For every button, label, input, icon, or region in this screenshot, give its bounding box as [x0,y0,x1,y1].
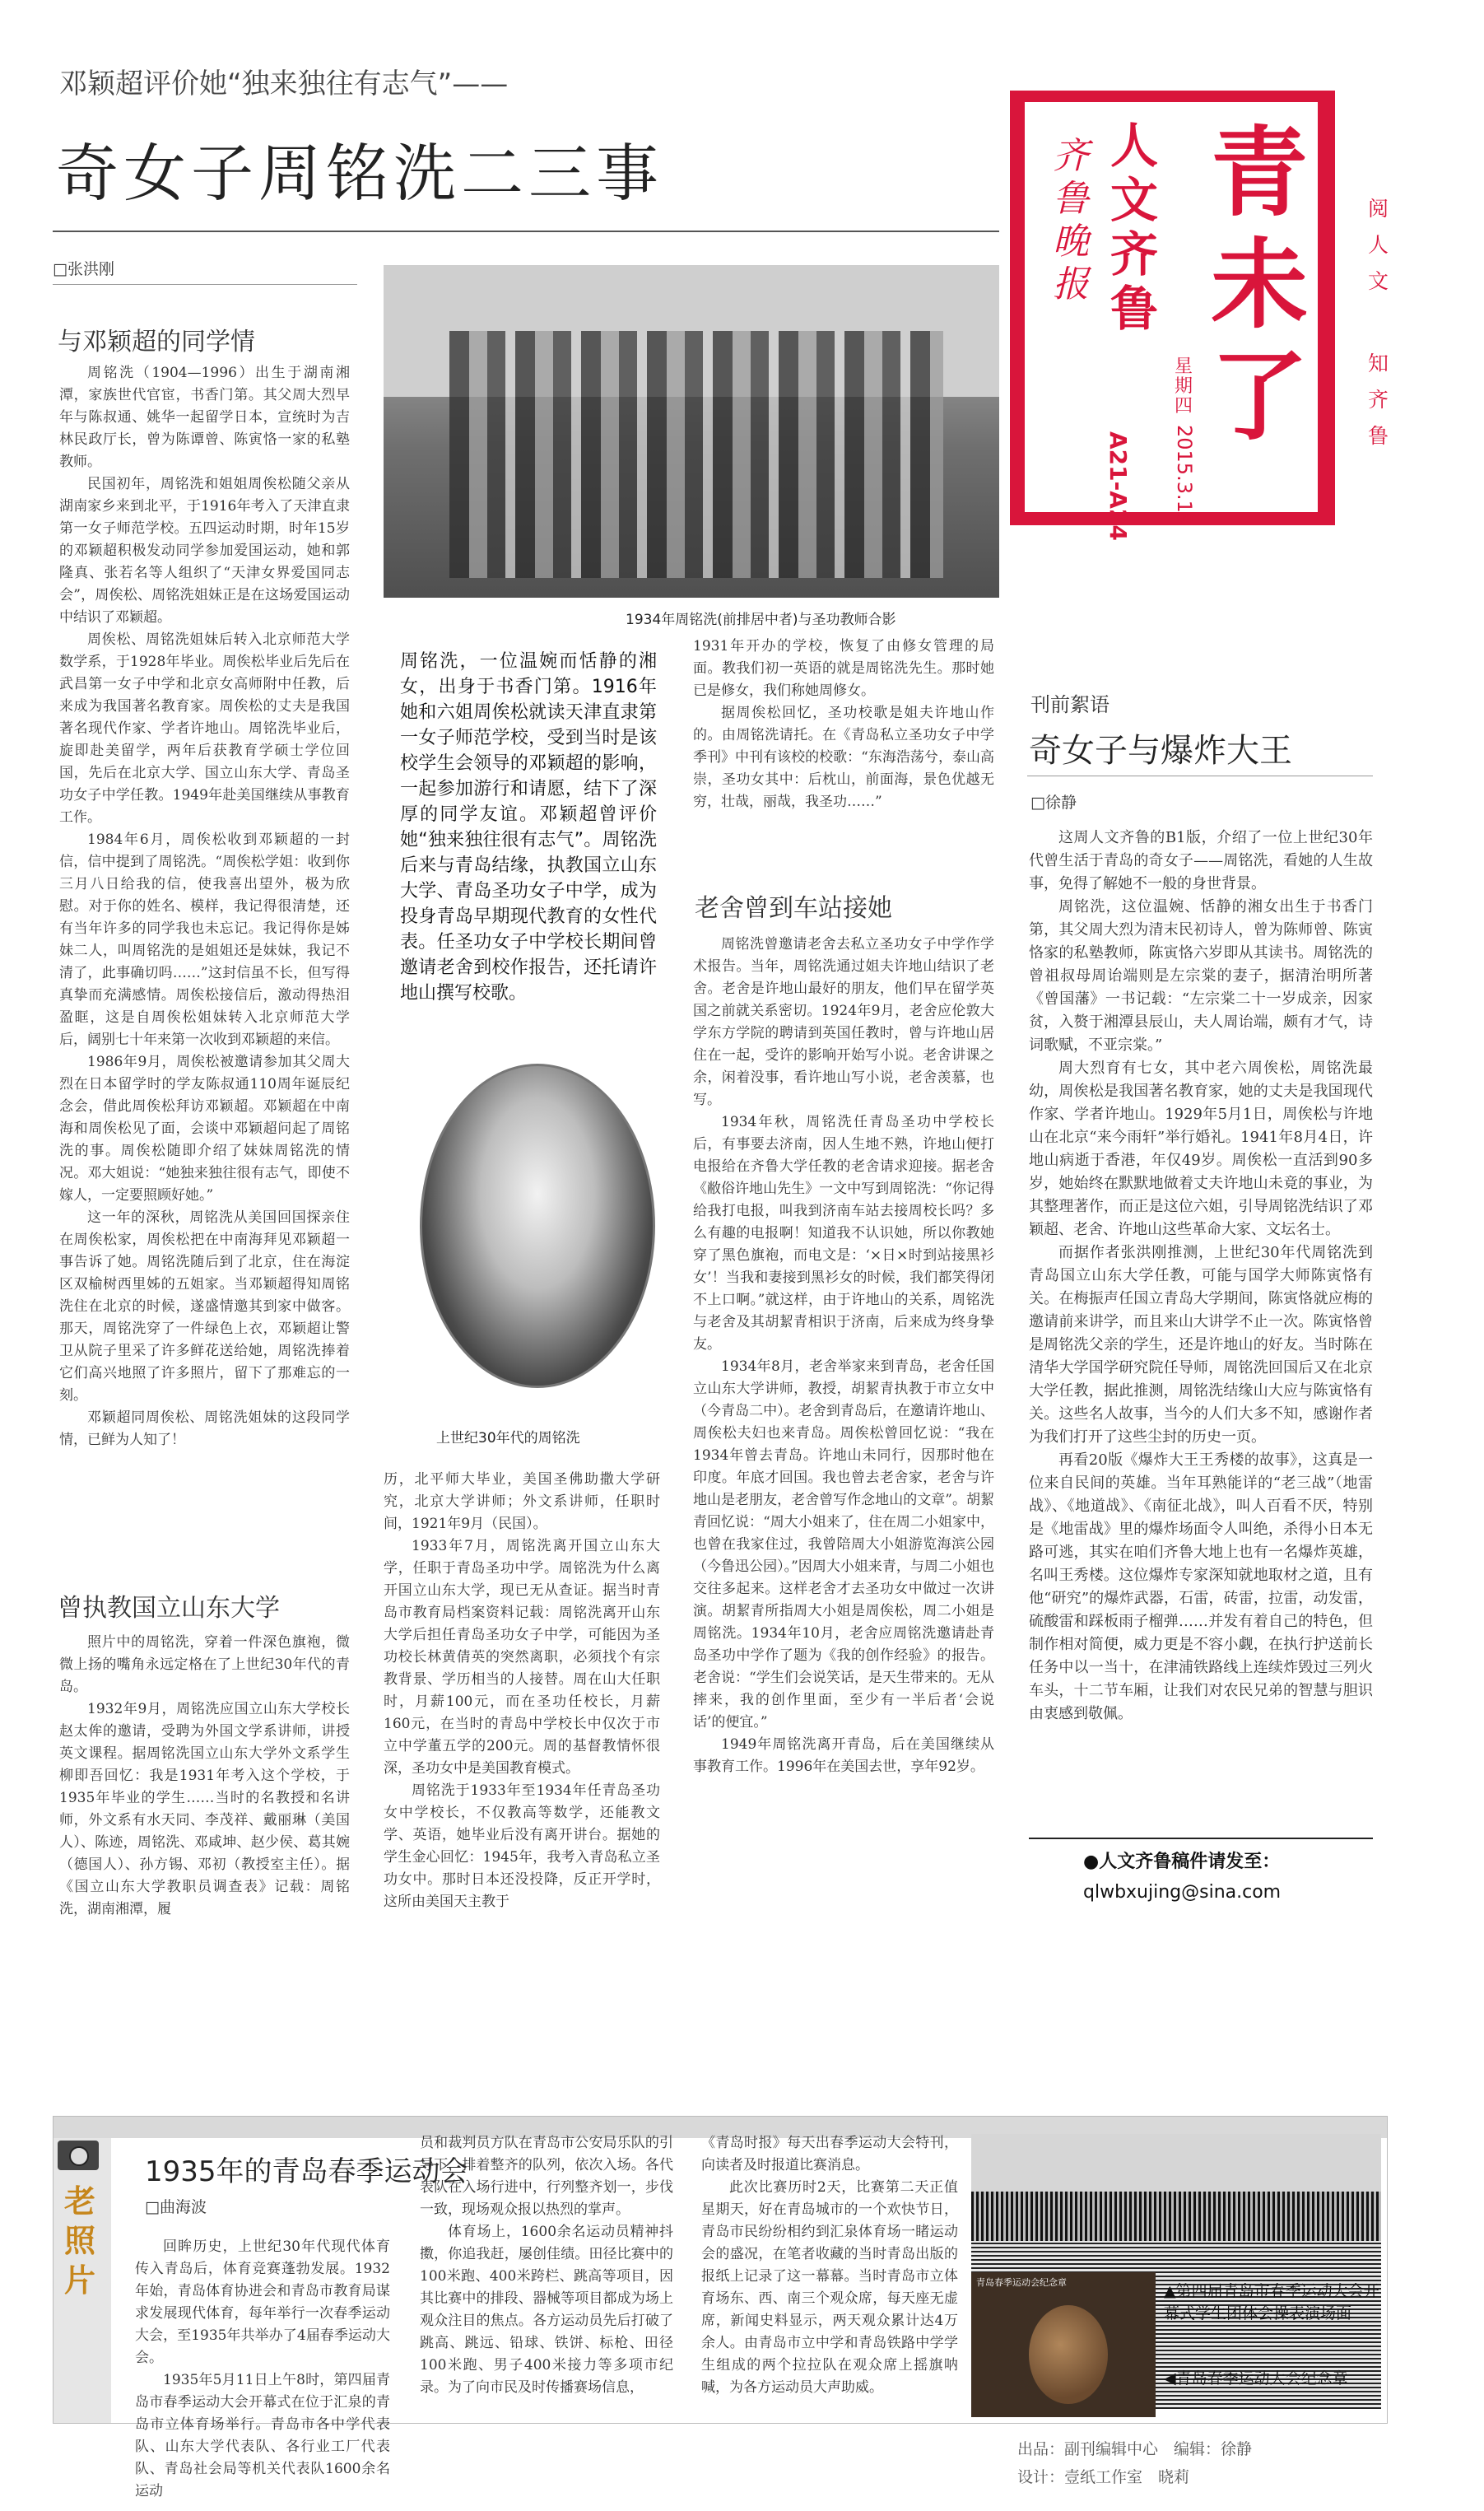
column-3-top-text [693,636,994,858]
camera-icon [58,2141,99,2170]
paragraph: 1932年9月，周铭洗应国立山东大学校长赵太侔的邀请，受聘为外国文学系讲师，讲授英文课程。据周铭洗国立山东大学外文系学生柳即吾回忆：我是1931年考入这个学校，于1935年毕业的学生……当时的名教授和名讲师，外文系有水天同、李茂祥、戴丽琳（美国人）、陈迹，周铭洗、邓咸坤、赵少侯、葛其婉（德国人）、孙方锡、邓初（教授室主任）。据《国立山东大学教职员调查表》记载：周铭洗，湖南湘潭，履 [59,1701,350,1917]
footer-credits-2: 设计：壹纸工作室 晓莉 [1017,2468,1190,2486]
sidebar-byline: □徐静 [1030,794,1077,812]
portrait-photo [420,1064,655,1388]
paragraph: 周铭洗，这位温婉、恬静的湘女出生于书香门第，其父周大烈为清末民初诗人，曾为陈师曾、陈寅恪家的私塾教师，陈寅恪六岁即从其读书。周铭洗的曾祖叔母周诒端则是左宗棠的妻子，据清治明所著《曾国藩》一书记载：“左宗棠二十一岁成亲，因家贫，入赘于湘潭县辰山，夫人周诒端，颇有才气，诗词歌赋，不亚宗棠。” [1029,898,1373,1054]
issue-date-text: 2015.3.19 [1173,425,1196,526]
paragraph: 而据作者张洪刚推测，上世纪30年代周铭洗到青岛国立山东大学任教，可能与国学大师陈寅恪有关。在梅振声任国立青岛大学期间，陈寅恪就应梅的邀请前来讲学，而且来山大讲学不止一次。陈寅恪曾是周铭洗父亲的学生，还是许地山的好友。当时陈在清华大学国学研究院任导师，周铭洗回国后又在北京大学任教，据此推测，周铭洗结缘山大应与陈寅恪有关。这些名人故事，当今的人们大多不知，感谢作者为我们打开了这些尘封的历史一页。 [1029,1244,1373,1446]
column-1-lower-text [59,1632,350,2043]
bottom-col-2 [420,2132,673,2420]
contrib-rule [1029,1838,1373,1839]
paragraph: 1949年周铭洗离开青岛，后在美国继续从事教育工作。1996年在美国去世，享年92岁。 [693,1736,994,1775]
paragraph: 周大烈育有七女，其中老六周俟松，周铭洗最幼，周俟松是我国著名教育家，她的丈夫是我国现代作家、学者许地山。1929年5月1日，周俟松与许地山在北京“来今雨轩”举行婚礼。1941年8月4日，许地山病逝于香港，年仅49岁。周俟松一直活到90多岁，她始终在默默地做着丈夫许地山未竟的事业，为其整理著作，而正是这位六姐，引导周铭洗结识了邓颖超、老舍、许地山这些革命大家、文坛名士。 [1029,1060,1373,1238]
paragraph: 1984年6月，周俟松收到邓颖超的一封信，信中提到了周铭洗。“周俟松学姐：收到你三月八日给我的信，使我喜出望外，极为欣慰。对于你的姓名、模样，我记得很清楚，还有当年许多的同学我也未忘记。我记得你是姊妹二人，叫周铭洗的是姐姐还是妹妹，我记不清了，此事确切吗……”这封信虽不长，但写得真挚而充满感情。周俟松接信后，激动得热泪盈眶，这是自周俟松姐妹转入北京师范大学后，阔别七十年来第一次收到邓颖超的来信。 [59,832,350,1048]
paragraph: 此次比赛历时2天，比赛第二天正值星期天，好在青岛城市的一个欢快节日，青岛市民纷纷相约到汇泉体育场一睹运动会的盛况，在笔者收藏的当时青岛出版的报纸上记录了这一幕幕。当时青岛市立体育场东、西、南三个观众席，每天座无虚席，新闻史料显示，两天观众累计达4万余人。由青岛市立中学和青岛铁路中学学生组成的两个拉拉队在观众席上摇旗呐喊，为各方运动员大声助威。 [701,2179,958,2396]
section-name: 人文齐鲁 [1110,118,1159,337]
brand-title: 青未了 [1211,116,1309,454]
column-1-text [59,362,350,1581]
paragraph: 这一年的深秋，周铭洗从美国回国探亲住在周俟松家，周俟松把在中南海拜见邓颖超一事告诉了她。周铭洗随后到了北京，住在海淀区双榆树西里姊的五姐家。当邓颖超得知周铭洗住在北京的时候，遂盛情邀其到家中做客。那天，周铭洗穿了一件绿色上衣，邓颖超让警卫从院子里采了许多鲜花送给她，周铭洗捧着它们高兴地照了许多照片，留下了那难忘的一刻。 [59,1209,350,1404]
paragraph: 1935年5月11日上午8时，第四届青岛市春季运动大会开幕式在位于汇泉的青岛市立体育场举行。青岛市各中学代表队、山东大学代表队、各行业工厂代表队、青岛社会局等机关代表队1600余名运动 [135,2372,390,2499]
paragraph: 回眸历史，上世纪30年代现代体育传入青岛后，体育竞赛蓬勃发展。1932年始，青岛体育协进会和青岛市教育局谋求发展现代体育，每年举行一次春季运动大会，至1935年共举办了4届春季运动大会。 [135,2238,390,2366]
bottom-byline: □曲海波 [145,2198,207,2216]
stadium-crowd [971,2192,1381,2241]
page-title: 奇女子周铭洗二三事 [56,137,663,210]
medal-caption: ◀青岛春季运动大会纪念章 [1164,2369,1348,2388]
bottom-col-1 [135,2236,390,2499]
footer-credits-1: 出品：副刊编辑中心 编辑：徐静 [1017,2440,1253,2458]
paragraph: 《青岛时报》每天出春季运动大会特刊，向读者及时报道比赛消息。 [701,2135,958,2173]
paragraph: 1934年8月，老舍举家来到青岛，老舍任国立山东大学讲师，教授，胡絜青执教于市立女中（今青岛二中）。老舍到青岛后，在邀请许地山、周俟松夫妇也来青岛。周俟松曾回忆说：“我在1934年曾去青岛。许地山未同行，因那时他在印度。年底才回国。我也曾去老舍家，老舍与许地山是老朋友，老舍曾写作念地山的文章”。胡絜青回忆说：“周大小姐来了，住在周二小姐家中，也曾在我家住过，我曾陪周大小姐游览海滨公园（今鲁迅公园）。”因周大小姐来青，与周二小姐也交往多起来。这样老舍才去圣功女中做过一次讲演。胡絜青所指周大小姐是周俟松，周二小姐是周铭洗。1934年10月，老舍应周铭洗邀请赴青岛圣功中学作了题为《我的创作经验》的报告。老舍说：“学生们会说笑话，是天生带来的。无从摔来，我的创作里面，至少有一半后者‘会说话’的便宜。” [693,1358,994,1731]
bottom-title: 1935年的青岛春季运动会 [145,2155,468,2188]
camera-lens [69,2146,89,2166]
photo-caption-portrait: 上世纪30年代的周铭洗 [436,1430,580,1447]
old-photo-tag: 老照片 [64,2183,96,2299]
paragraph: 员和裁判员方队在青岛市公安局乐队的引导下，排着整齐的队列，依次入场。各代表队在入场行进中，行列整齐划一，步伐一致，现场观众报以热烈的掌声。 [420,2135,673,2218]
group-photo [384,265,999,598]
side-tag-bottom: 知齐鲁 [1368,352,1389,448]
medal-label: 青岛春季运动会纪念章 [976,2277,1067,2288]
pull-quote: 周铭洗，一位温婉而恬静的湘女，出身于书香门第。1916年她和六姐周俟松就读天津直隶第一女子师范学校，受到当时是该校学生会领导的邓颖超的影响，一起参加游行和请愿，结下了深厚的同学友谊。邓颖超曾评价她“独来独往很有志气”。周铭洗后来与青岛结缘，执教国立山东大学、青岛圣功女子中学，成为投身青岛早期现代教育的女性代表。任圣功女子中学校长期间曾邀请老舍到校作报告，还托请许地山撰写校歌。 [400,651,657,1004]
paragraph: 1986年9月，周俟松被邀请参加其父周大烈在日本留学时的学友陈叔通110周年诞辰纪念会，借此周俟松拜访邓颖超。邓颖超在中南海和周俟松见了面，会谈中邓颖超问起了周铭洗的事。周俟松随即介绍了妹妹周铭洗的情况。邓大姐说：“她独来独往很有志气，即使不嫁人，一定要照顾好她。” [59,1054,350,1204]
paragraph: 周铭洗曾邀请老舍去私立圣功女子中学作学术报告。当年，周铭洗通过姐夫许地山结识了老舍。老舍是许地山最好的朋友，他们早在留学英国之前就关系密切。1924年9月，老舍应伦敦大学东方学院的聘请到英国任教时，曾与许地山居住在一起，受许的影响开始写小说。老舍讲课之余，闲着没事，看许地山写小说，老舍羡慕，也写。 [693,936,994,1108]
section-head-classmates: 与邓颖超的同学情 [58,328,255,356]
paragraph: 周铭洗（1904—1996）出生于湖南湘潭，家族世代官宦，书香门第。其父周大烈早年与陈叔通、姚华一起留学日本，宣统时为吉林民政厅长，曾为陈谭曾、陈寅恪一家的私塾教师。 [59,365,350,470]
contrib-email[interactable]: qlwbxujing@sina.com [1083,1882,1282,1903]
paragraph: 据周俟松回忆，圣功校歌是姐夫许地山作的。由周铭洗请托。在《青岛私立圣功女子中学季刊》中刊有该校的校歌：“东海浩荡兮，泰山高崇，圣功女其中：后枕山，前面海，景色优越无穷，壮哉，丽哉，我圣功……” [693,705,994,810]
byline-rule [53,284,357,285]
issue-date [1173,425,1198,526]
paragraph: 再看20版《爆炸大王王秀楼的故事》，这真是一位来自民间的英雄。当年耳熟能详的“老三战”（地雷战》、《地道战》、《南征北战》，叫人百看不厌，特别是《地雷战》里的爆炸场面令人叫绝，杀得小日本无路可逃，其实在咱们齐鲁大地上也有一名爆炸英雄，名叫王秀楼。这位爆炸专家深知就地取材之道，且有他“研究”的爆炸武器，石雷，砖雷，拉雷，动发雷，硫酸雷和踩板雨子榴弹……并发有着自己的特色，但制作相对简便，威力更是不容小觑，在执行护送前长任务中以一当十，在津浦铁路线上连续炸毁过三列火车头，十二节车厢，让我们对农民兄弟的智慧与胆识由衷感到敬佩。 [1029,1451,1373,1722]
page-range-text: A21-A24 [1105,431,1132,541]
section-head-lao-she: 老舍曾到车站接她 [695,894,892,923]
paragraph: 1933年7月，周铭洗离开国立山东大学，任职于青岛圣功中学。周铭洗为什么离开国立山东大学，现已无从查证。据当时青岛市教育局档案资料记载：周铭洗离开山东大学后担任青岛圣功女子中学，可能因为圣功校长林黄倩英的突然离职，必须找个有宗教背景、学历相当的人接替。周在山大任职时，月薪100元，而在圣功任校长，月薪160元，在当时的青岛中学校长中仅次于市立中学董五学的200元。周的基督教情怀很深，圣功女中是美国教育模式。 [384,1538,660,1777]
paragraph: 邓颖超同周俟松、周铭洗姐妹的这段同学情，已鲜为人知了！ [59,1409,350,1448]
paragraph: 周铭洗于1933年至1934年任青岛圣功女中学校长，不仅教高等数学，还能教文学、英语，她毕业后没有离开讲台。据她的学生金心回忆：1945年，我考入青岛私立圣功女中。那时日本还没投降，反正开学时，这所由美国天主教于 [384,1782,660,1910]
paragraph: 这周人文齐鲁的B1版，介绍了一位上世纪30年代曾生活于青岛的奇女子——周铭洗，看她的人生故事，免得了解她不一般的身世背景。 [1029,829,1373,892]
sidebar-title: 奇女子与爆炸大王 [1029,732,1292,770]
medal-photo [971,2272,1156,2417]
side-tag-top: 阅人文 [1368,197,1389,293]
masthead-inner [1025,102,1318,541]
page-range [1102,431,1135,541]
contrib-label: ●人文齐鲁稿件请发至： [1083,1852,1281,1872]
column-3-text [693,934,994,2053]
paragraph: 民国初年，周铭洗和姐姐周俟松随父亲从湖南家乡来到北平，于1916年考入了天津直隶第一女子师范学校。五四运动时期，时年15岁的邓颖超积极发动同学参加爱国运动，她和郭隆真、张若名等人组织了“天津女界爱国同志会”，周俟松、周铭洗姐妹正是在这场爱国运动中结识了邓颖超。 [59,476,350,626]
paragraph: 照片中的周铭洗，穿着一件深色旗袍，微微上扬的嘴角永远定格在了上世纪30年代的青岛。 [59,1634,350,1695]
title-rule [53,231,999,232]
kicker: 邓颖超评价她“独来独往有志气”—— [59,68,509,100]
sidebar-label: 刊前絮语 [1030,693,1110,716]
medal-disc [1029,2305,1108,2404]
section-head-shandong-university: 曾执教国立山东大学 [58,1594,280,1623]
paragraph: 1934年秋，周铭洗任青岛圣功中学校长后，有事要去济南，因人生地不熟，许地山便打电报给在齐鲁大学任教的老舍请求迎接。据老舍《敝俗许地山先生》一文中写到周铭洗：“你记得给我打电报，叫我到济南车站去接周校长吗？多么有趣的电报啊！知道我不认识她，所以你教她穿了黑色旗袍，而电文是：‘×日×时到站接黑衫女’！当我和妻接到黑衫女的时候，我们都笑得闭不上口啊。”就这样，由于许地山的关系，周铭洗与老舍及其胡絜青相识于济南，后来成为终身挚友。 [693,1114,994,1353]
photo-people-row [449,331,943,578]
issue-weekday: 星期四 [1175,356,1193,417]
masthead [1010,91,1335,541]
sidebar-text [1029,827,1373,1829]
paper-logo: 齐鲁晚报 [1053,135,1089,305]
paragraph: 历，北平师大毕业，美国圣佛助撒大学研究，北京大学讲师；外文系讲师，任职时间，1921年9月（民国）。 [384,1471,660,1532]
stadium-caption: ▲第四届青岛市春季运动大会开幕式学生团体会操表演场面 [1164,2282,1379,2322]
byline: □张洪刚 [53,260,114,278]
stadium-sky [971,2134,1381,2192]
paragraph: 体育场上，1600余名运动员精神抖擞，你追我赶，屡创佳绩。田径比赛中的100米跑、400米跨栏、跳高等项目，因其比赛中的排段、器械等项目都成为场上观众注目的焦点。各方运动员先后打破了跳高、跳远、铅球、铁饼、标枪、田径100米跑、男子400米接力等多项市纪录。为了向市民及时传播赛场信息， [420,2224,673,2396]
paragraph: 1931年开办的学校，恢复了由修女管理的局面。教我们初一英语的就是周铭洗先生。那时她已是修女，我们称她周修女。 [693,638,994,699]
paragraph: 周俟松、周铭洗姐妹后转入北京师范大学数学系，于1928年毕业。周俟松毕业后先后在武昌第一女子中学和北京女高师附中任教，后来成为我国著名教育家。周俟松的丈夫是我国著名现代作家、学者许地山。周铭洗毕业后，旋即赴美留学，两年后获教育学硕士学位回国，先后在北京大学、国立山东大学、青岛圣功女子中学任教。1949年赴美国继续从事教育工作。 [59,631,350,826]
photo-caption-group: 1934年周铭洗(前排居中者)与圣功教师合影 [626,612,896,628]
bottom-col-3 [701,2132,958,2420]
column-2-lower-text [384,1469,660,2045]
